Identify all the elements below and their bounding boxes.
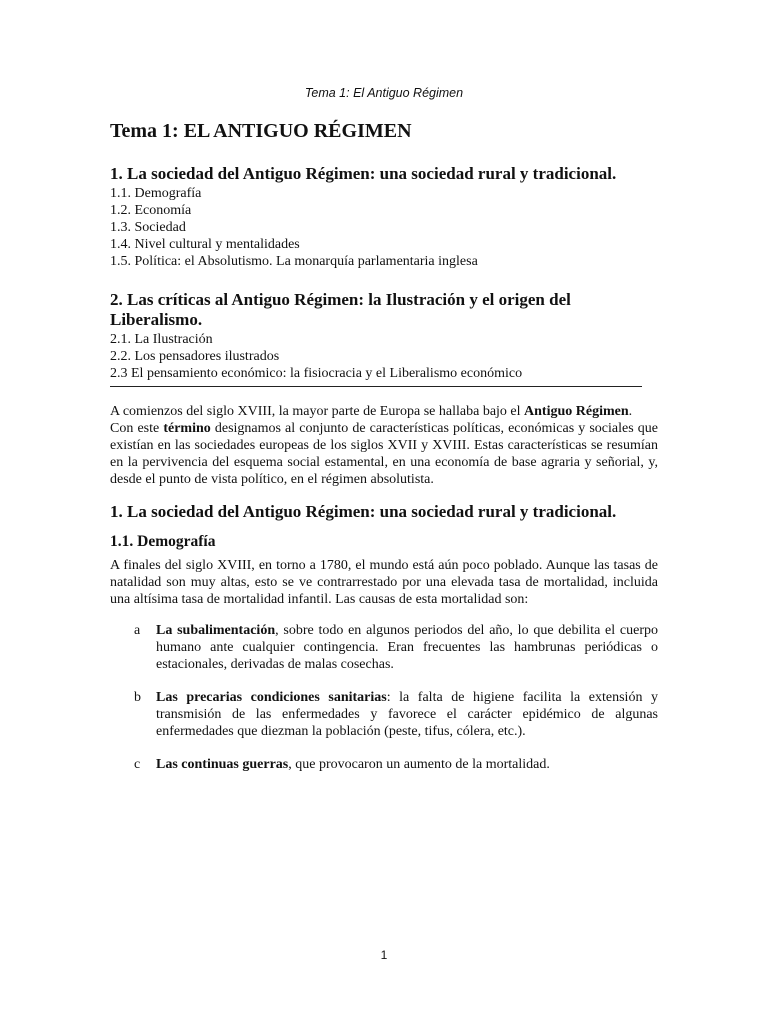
list-marker: b xyxy=(134,689,141,705)
toc-item: 2.2. Los pensadores ilustrados xyxy=(110,349,280,365)
toc-item: 2.1. La Ilustración xyxy=(110,332,213,348)
list-item-text xyxy=(156,756,658,773)
toc-heading-2: 2. Las críticas al Antiguo Régimen: la Ilustración y el origen del Liberalismo. xyxy=(110,289,571,330)
subsection-heading-demografia: 1.1. Demografía xyxy=(110,532,216,550)
list-item xyxy=(110,756,658,773)
toc-section-2 xyxy=(110,290,658,382)
list-item-bold: La subalimentación xyxy=(156,622,276,638)
horizontal-divider xyxy=(110,386,642,387)
toc-item: 1.3. Sociedad xyxy=(110,219,186,235)
intro-period: . xyxy=(628,404,633,420)
page-number: 1 xyxy=(380,948,388,962)
list-item-text xyxy=(156,689,658,740)
toc-item: 1.2. Economía xyxy=(110,202,192,218)
toc-item: 2.3 El pensamiento económico: la fisiocracia y el Liberalismo económico xyxy=(110,366,523,382)
list-item-text xyxy=(156,622,658,673)
intro-bold-term: Antiguo Régimen xyxy=(524,404,629,420)
list-item-body: : la falta de higiene facilita la extensión y transmisión de las enfermedades y favorece el carácter epidémico de algunas enfermedades que diezman la población (peste, tifus, cólera, etc.). xyxy=(156,689,658,739)
intro-paragraph-1 xyxy=(110,403,658,420)
intro-text: designamos al conjunto de características políticas, económicas y sociales que existían en las sociedades europeas de los siglos XVII y XVIII. Estas características se resumían en la pervivencia del esquema social estamental, en una economía de base agraria y señorial, y, desde el punto de vista político, en el régimen absolutista. xyxy=(110,421,658,488)
toc-heading-1: 1. La sociedad del Antiguo Régimen: una sociedad rural y tradicional. xyxy=(110,164,617,183)
mortality-causes-list xyxy=(110,622,658,773)
list-item-bold: Las precarias condiciones sanitarias xyxy=(156,689,387,705)
list-item xyxy=(110,689,658,740)
section-heading-1: 1. La sociedad del Antiguo Régimen: una sociedad rural y tradicional. xyxy=(110,502,617,522)
intro-text: A comienzos del siglo XVIII, la mayor parte de Europa se hallaba bajo el xyxy=(110,404,525,420)
intro-bold-term: término xyxy=(163,421,211,437)
list-item xyxy=(110,622,658,673)
demografia-paragraph: A finales del siglo XVIII, en torno a 1780, el mundo está aún poco poblado. Aunque las tasas de natalidad son muy altas, esto se ve contrarrestado por una elevada tasa de mortalidad, incluida una altísima tasa de mortalidad infantil. Las causas de esta mortalidad son: xyxy=(110,557,658,607)
list-item-bold: Las continuas guerras xyxy=(156,756,289,772)
toc-item: 1.1. Demografía xyxy=(110,185,202,201)
list-marker: c xyxy=(134,756,141,772)
intro-text: Con este xyxy=(110,421,164,437)
toc-item: 1.4. Nivel cultural y mentalidades xyxy=(110,236,300,252)
list-marker: a xyxy=(134,622,141,638)
document-body xyxy=(110,118,658,789)
list-item-body: , que provocaron un aumento de la mortalidad. xyxy=(288,756,550,772)
toc-item: 1.5. Política: el Absolutismo. La monarquía parlamentaria inglesa xyxy=(110,253,478,269)
running-header: Tema 1: El Antiguo Régimen xyxy=(304,86,464,100)
intro-paragraph-2 xyxy=(110,420,658,488)
list-item-body: , sobre todo en algunos periodos del año, lo que debilita el cuerpo humano ante cualquier contingencia. Eran frecuentes las hambrunas periódicas o estacionales, derivadas de malas cosechas. xyxy=(156,622,658,672)
document-title: Tema 1: EL ANTIGUO RÉGIMEN xyxy=(110,120,412,142)
toc-section-1 xyxy=(110,164,658,270)
